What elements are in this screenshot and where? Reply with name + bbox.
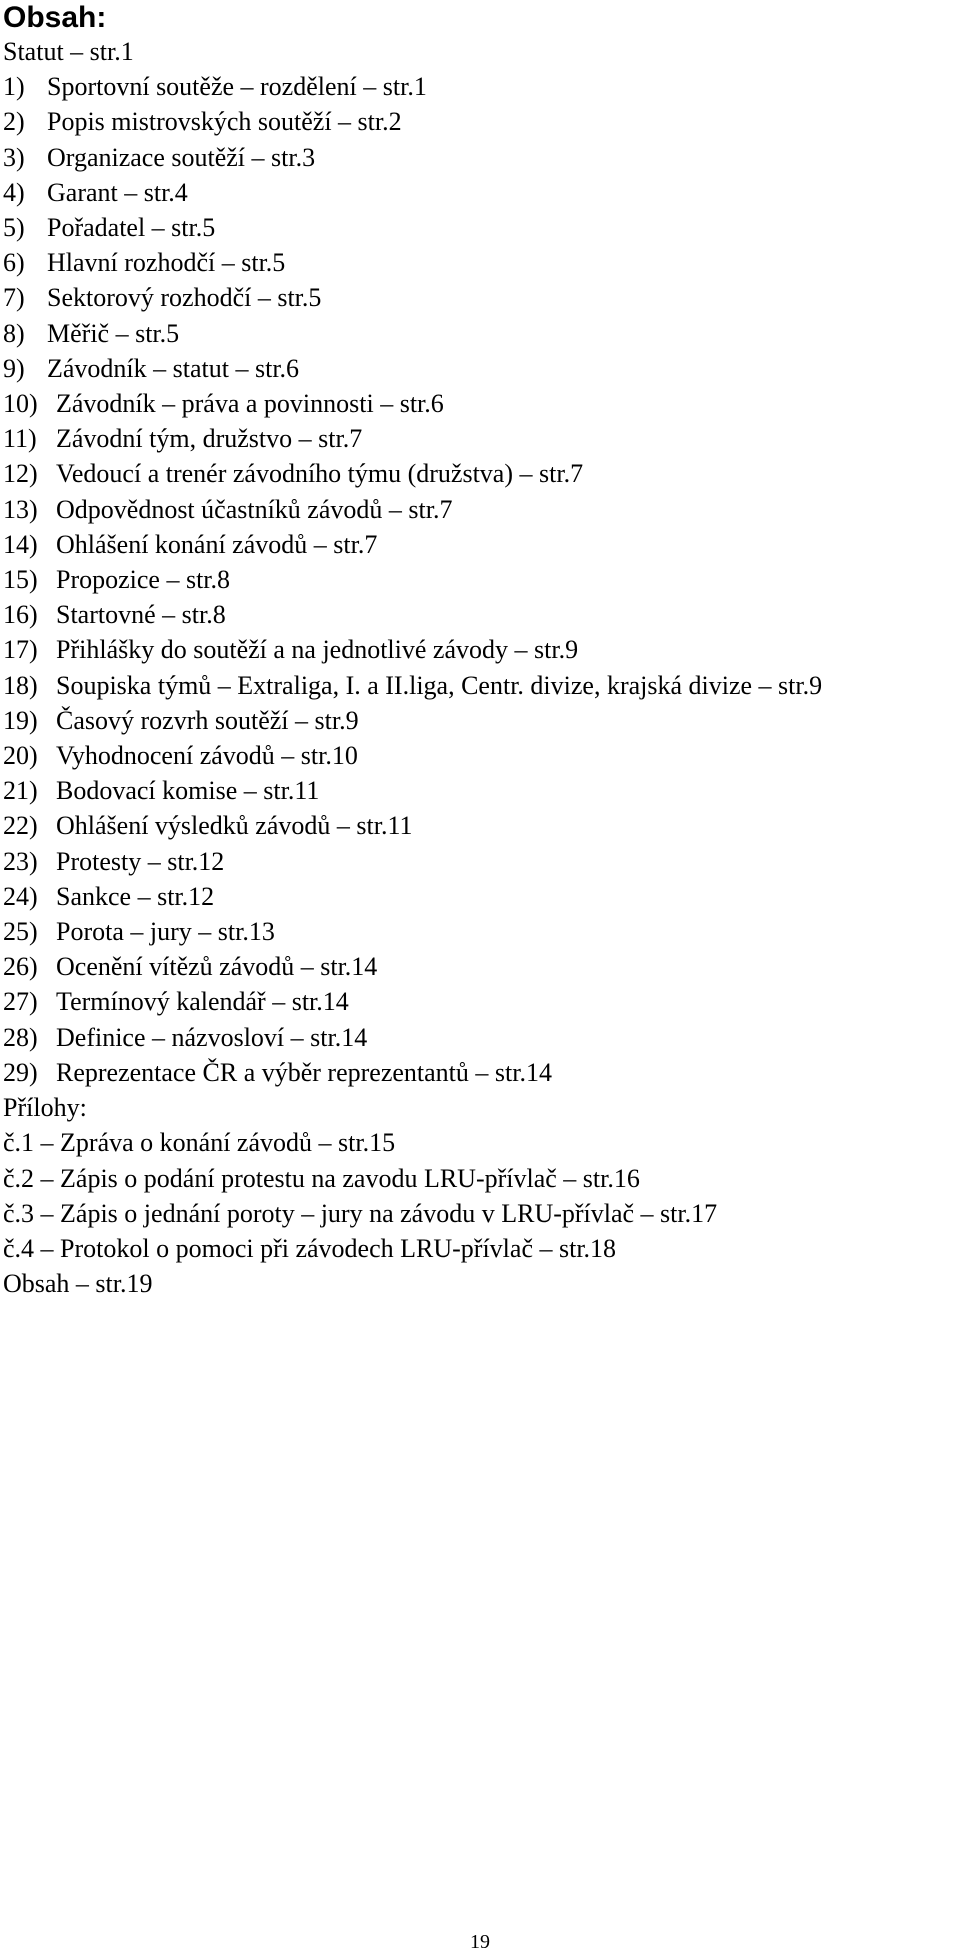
toc-item [3, 492, 953, 527]
toc-item-number: 11) [3, 424, 37, 454]
toc-item-number: 5) [3, 213, 25, 243]
toc-item-text: Závodník – práva a povinnosti – str.6 [56, 389, 444, 419]
toc-item-text: Hlavní rozhodčí – str.5 [47, 248, 286, 278]
toc-item-text: Sportovní soutěže – rozdělení – str.1 [47, 72, 427, 102]
toc-item-number: 9) [3, 353, 25, 383]
toc-item [3, 245, 953, 280]
toc-item [3, 1055, 953, 1090]
toc-item [3, 738, 953, 773]
toc-item [3, 703, 953, 738]
toc-item [3, 949, 953, 984]
toc-item-number: 21) [3, 776, 38, 806]
toc-item [3, 1020, 953, 1055]
toc-item-text: Protesty – str.12 [56, 846, 225, 876]
toc-item [3, 175, 953, 210]
appendix-item: č.2 – Zápis o podání protestu na zavodu LRU-přívlač – str.16 [3, 1163, 640, 1193]
toc-item-text: Ocenění vítězů závodů – str.14 [56, 952, 378, 982]
toc-item-number: 10) [3, 389, 38, 419]
toc-item [3, 914, 953, 949]
toc-item-number: 20) [3, 741, 38, 771]
toc-item [3, 597, 953, 632]
toc-items [3, 69, 953, 1090]
toc-item-text: Bodovací komise – str.11 [56, 776, 320, 806]
toc-item-text: Organizace soutěží – str.3 [47, 142, 316, 172]
toc-item [3, 773, 953, 808]
toc-item-number: 22) [3, 811, 38, 841]
toc-item-number: 13) [3, 494, 38, 524]
toc-item-text: Odpovědnost účastníků závodů – str.7 [56, 494, 453, 524]
toc-item [3, 879, 953, 914]
toc-item-text: Vyhodnocení závodů – str.10 [56, 741, 358, 771]
toc-item [3, 668, 953, 703]
toc-item-number: 6) [3, 248, 25, 278]
toc-item-text: Závodník – statut – str.6 [47, 353, 300, 383]
toc-contents-entry: Obsah – str.19 [3, 1269, 153, 1299]
toc-item [3, 140, 953, 175]
appendix-item: č.3 – Zápis o jednání poroty – jury na závodu v LRU-přívlač – str.17 [3, 1198, 718, 1228]
toc-item-text: Porota – jury – str.13 [56, 917, 275, 947]
toc-item [3, 456, 953, 491]
toc-item-number: 16) [3, 600, 38, 630]
toc-item-number: 12) [3, 459, 38, 489]
toc-item [3, 984, 953, 1019]
toc-item-number: 18) [3, 670, 38, 700]
toc-item-number: 1) [3, 72, 25, 102]
toc-item [3, 351, 953, 386]
toc-item [3, 69, 953, 104]
toc-item-number: 17) [3, 635, 38, 665]
toc-item-number: 29) [3, 1057, 38, 1087]
toc-item [3, 104, 953, 139]
toc-item [3, 280, 953, 315]
toc-item [3, 808, 953, 843]
toc-item-text: Termínový kalendář – str.14 [56, 987, 349, 1017]
appendix-list [3, 1125, 953, 1266]
page-number: 19 [470, 1931, 490, 1953]
appendix-item: č.1 – Zpráva o konání závodů – str.15 [3, 1128, 396, 1158]
toc-item-number: 2) [3, 107, 25, 137]
toc-item-text: Přihlášky do soutěží a na jednotlivé závody – str.9 [56, 635, 579, 665]
toc-item-number: 23) [3, 846, 38, 876]
toc-item-number: 14) [3, 529, 38, 559]
toc-item [3, 562, 953, 597]
toc-item-number: 7) [3, 283, 25, 313]
toc-item-text: Časový rozvrh soutěží – str.9 [56, 705, 359, 735]
appendix-item: č.4 – Protokol o pomoci při závodech LRU-přívlač – str.18 [3, 1233, 617, 1263]
toc-item-number: 24) [3, 881, 38, 911]
toc-item-text: Vedoucí a trenér závodního týmu (družstva) – str.7 [56, 459, 584, 489]
toc-item-text: Ohlášení výsledků závodů – str.11 [56, 811, 413, 841]
toc-item-number: 26) [3, 952, 38, 982]
toc-item [3, 210, 953, 245]
toc-item [3, 316, 953, 351]
toc-item-text: Sektorový rozhodčí – str.5 [47, 283, 322, 313]
toc-item-text: Startovné – str.8 [56, 600, 226, 630]
toc-item [3, 421, 953, 456]
toc-item-text: Ohlášení konání závodů – str.7 [56, 529, 378, 559]
table-of-contents [3, 0, 953, 1301]
toc-item-number: 3) [3, 142, 25, 172]
toc-item-number: 4) [3, 177, 25, 207]
toc-item-text: Propozice – str.8 [56, 565, 231, 595]
toc-item-text: Garant – str.4 [47, 177, 188, 207]
toc-item-number: 27) [3, 987, 38, 1017]
toc-item-text: Sankce – str.12 [56, 881, 215, 911]
toc-item-number: 8) [3, 318, 25, 348]
toc-item-text: Reprezentace ČR a výběr reprezentantů – str.14 [56, 1057, 552, 1087]
toc-item-text: Popis mistrovských soutěží – str.2 [47, 107, 402, 137]
toc-item-text: Pořadatel – str.5 [47, 213, 216, 243]
toc-item-number: 28) [3, 1022, 38, 1052]
toc-item-text: Soupiska týmů – Extraliga, I. a II.liga, Centr. divize, krajská divize – str.9 [56, 670, 823, 700]
toc-item-number: 25) [3, 917, 38, 947]
toc-item-number: 15) [3, 565, 38, 595]
toc-item-text: Definice – názvosloví – str.14 [56, 1022, 368, 1052]
toc-item-text: Závodní tým, družstvo – str.7 [56, 424, 363, 454]
toc-statute: Statut – str.1 [3, 37, 134, 66]
toc-item [3, 844, 953, 879]
toc-item [3, 527, 953, 562]
appendix-heading: Přílohy: [3, 1093, 87, 1123]
toc-item-text: Měřič – str.5 [47, 318, 180, 348]
toc-item [3, 386, 953, 421]
page-title: Obsah: [3, 1, 107, 34]
toc-item-number: 19) [3, 705, 38, 735]
toc-item [3, 632, 953, 667]
